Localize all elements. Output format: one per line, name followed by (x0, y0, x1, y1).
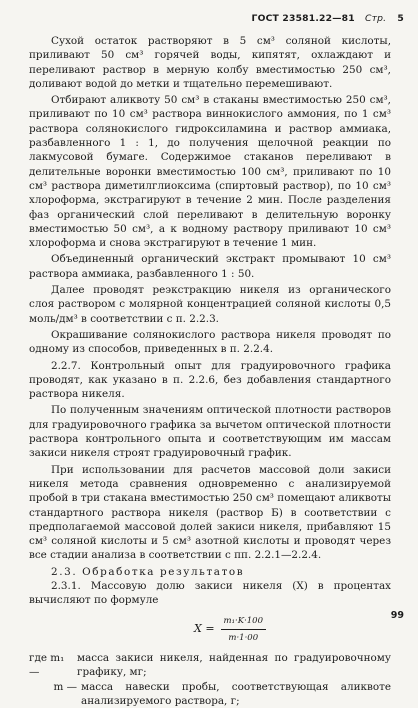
paragraph: Сухой остаток растворяют в 5 см³ соляной кислоты, приливают 50 см³ горячей воды, кипятят, охлаждают и переливают раствор в мерную колбу вместимостью 250 см³, доливают водой до метки и тщательно перемешивают. (29, 35, 391, 90)
paragraph: По полученным значениям оптической плотности растворов для градуировочного графика за вычетом оптической плотности раствора контрольного опыта и соответствующим им массам закиси никеля строят градуировочный график. (29, 404, 391, 460)
definition-text: масса закиси никеля, найденная по градуировочному графику, мг; (77, 652, 391, 679)
formula-lhs: X = (194, 622, 215, 636)
definition-m1 (29, 651, 391, 680)
page-header (252, 13, 404, 24)
header-page-number: 5 (397, 13, 404, 24)
paragraph: Объединенный органический экстракт промывают 10 см³ раствора аммиака, разбавленного 1 : 50. (29, 253, 391, 280)
definition-term: m — (53, 680, 77, 693)
paragraph: Далее проводят реэкстракцию никеля из органического слоя раствором с молярной концентрацией соляной кислоты 0,5 моль/дм³ в соответствии с п. 2.2.3. (29, 284, 391, 325)
definition-text: масса навески пробы, соответствующая аликвоте анализируемого раствора, г; (81, 680, 391, 708)
definition-m (29, 680, 391, 708)
definition-term: где m₁ — (29, 652, 65, 679)
footer-page-number: 99 (390, 610, 404, 621)
paragraph: Отбирают аликвоту 50 см³ в стаканы вместимостью 250 см³, приливают по 10 см³ раствора виннокислого аммония, по 1 см³ раствора солянокислого гидроксиламина и раствор аммиака, разбавленного 1 : 1, до получения щелочной реакции по лакмусовой бумаге. Содержимое стаканов переливают в делительные воронки вместимостью 100 см³, приливают по 10 см³ раствора диметилглиоксима (спиртовый раствор), по 10 см³ хлороформа, экстрагируют в течение 2 мин. После разделения фаз органический слой переливают в делительную воронку вместимостью 50 см³, а к водному раствору приливают 10 см³ хлороформа и снова экстрагируют в течение 1 мин. (29, 94, 391, 250)
formula (69, 614, 391, 646)
document-body (29, 34, 391, 708)
formula-numerator: m₁·K·100 (221, 614, 266, 630)
section-heading: 2.3. Обработка результатов (51, 565, 245, 578)
page-label: Стр. (364, 13, 387, 24)
standard-number: ГОСТ 23581.22—81 (251, 13, 355, 24)
paragraph: При использовании для расчетов массовой доли закиси никеля метода сравнения одновременно с анализируемой пробой в три стакана вместимостью 250 см³ помещают аликвоты стандартного раствора никеля (раствор Б) в соответствии с предполагаемой массовой долей закиси никеля, прибавляют 15 см³ соляной кислоты и 5 см³ азотной кислоты и проводят через все стадии анализа в соответствии с пп. 2.2.1—2.2.4. (29, 463, 391, 562)
variable-definitions (29, 651, 391, 708)
formula-fraction (221, 614, 266, 646)
paragraph: Окрашивание солянокислого раствора никеля проводят по одному из способов, приведенных в п. 2.2.4. (29, 328, 391, 356)
paragraph: 2.3.1. Массовую долю закиси никеля (X) в процентах вычисляют по формуле (29, 579, 391, 607)
formula-denominator: m·1·00 (228, 632, 259, 643)
paragraph: 2.2.7. Контрольный опыт для градуировочного графика проводят, как указано в п. 2.2.6, без добавления стандартного раствора никеля. (29, 359, 391, 401)
